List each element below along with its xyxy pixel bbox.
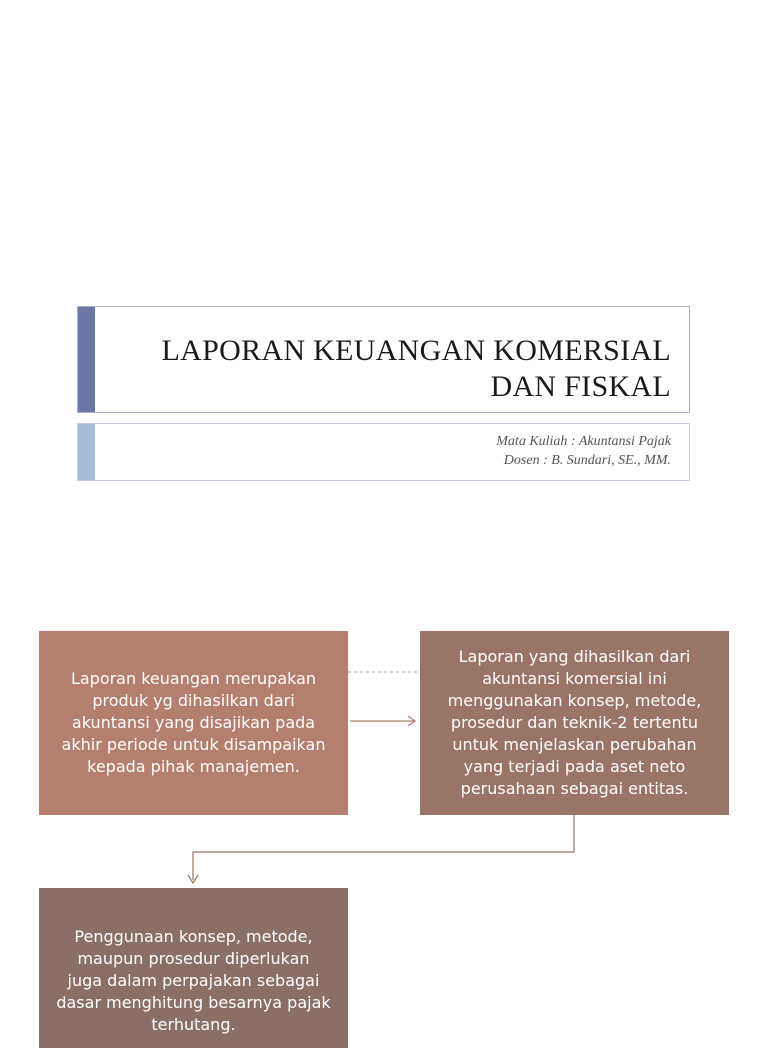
box3-line: maupun prosedur diperlukan: [77, 949, 310, 968]
box1-line: akhir periode untuk disampaikan: [61, 735, 326, 754]
diagram-box-definition: [39, 631, 348, 815]
box2-line: Laporan yang dihasilkan dari: [458, 647, 691, 666]
box1-line: kepada pihak manajemen.: [87, 757, 300, 776]
box2-line: menggunakan konsep, metode,: [447, 691, 702, 710]
box1-line: akuntansi yang disajikan pada: [71, 713, 316, 732]
diagram-box-commercial: [420, 631, 729, 815]
title-line-2: DAN FISKAL: [490, 370, 671, 403]
box3-line: terhutang.: [151, 1015, 236, 1034]
box2-line: perusahaan sebagai entitas.: [460, 779, 689, 798]
box1-line: Laporan keuangan merupakan: [70, 669, 317, 688]
box3-line: juga dalam perpajakan sebagai: [67, 971, 320, 990]
diagram-box-tax: [39, 888, 348, 1048]
box2-line: akuntansi komersial ini: [482, 669, 667, 688]
box2-line: prosedur dan teknik-2 tertentu: [450, 713, 699, 732]
box3-line: Penggunaan konsep, metode,: [74, 927, 313, 946]
title-line-1: LAPORAN KEUANGAN KOMERSIAL: [161, 334, 671, 367]
course-label: Mata Kuliah : Akuntansi Pajak: [496, 434, 671, 449]
arrow-box2-to-box3: [193, 815, 574, 880]
box2-line: untuk menjelaskan perubahan: [452, 735, 697, 754]
box1-line: produk yg dihasilkan dari: [92, 691, 295, 710]
lecturer-label: Dosen : B. Sundari, SE., MM.: [503, 453, 671, 468]
box2-line: yang terjadi pada aset neto: [463, 757, 686, 776]
box3-line: dasar menghitung besarnya pajak: [56, 993, 331, 1012]
